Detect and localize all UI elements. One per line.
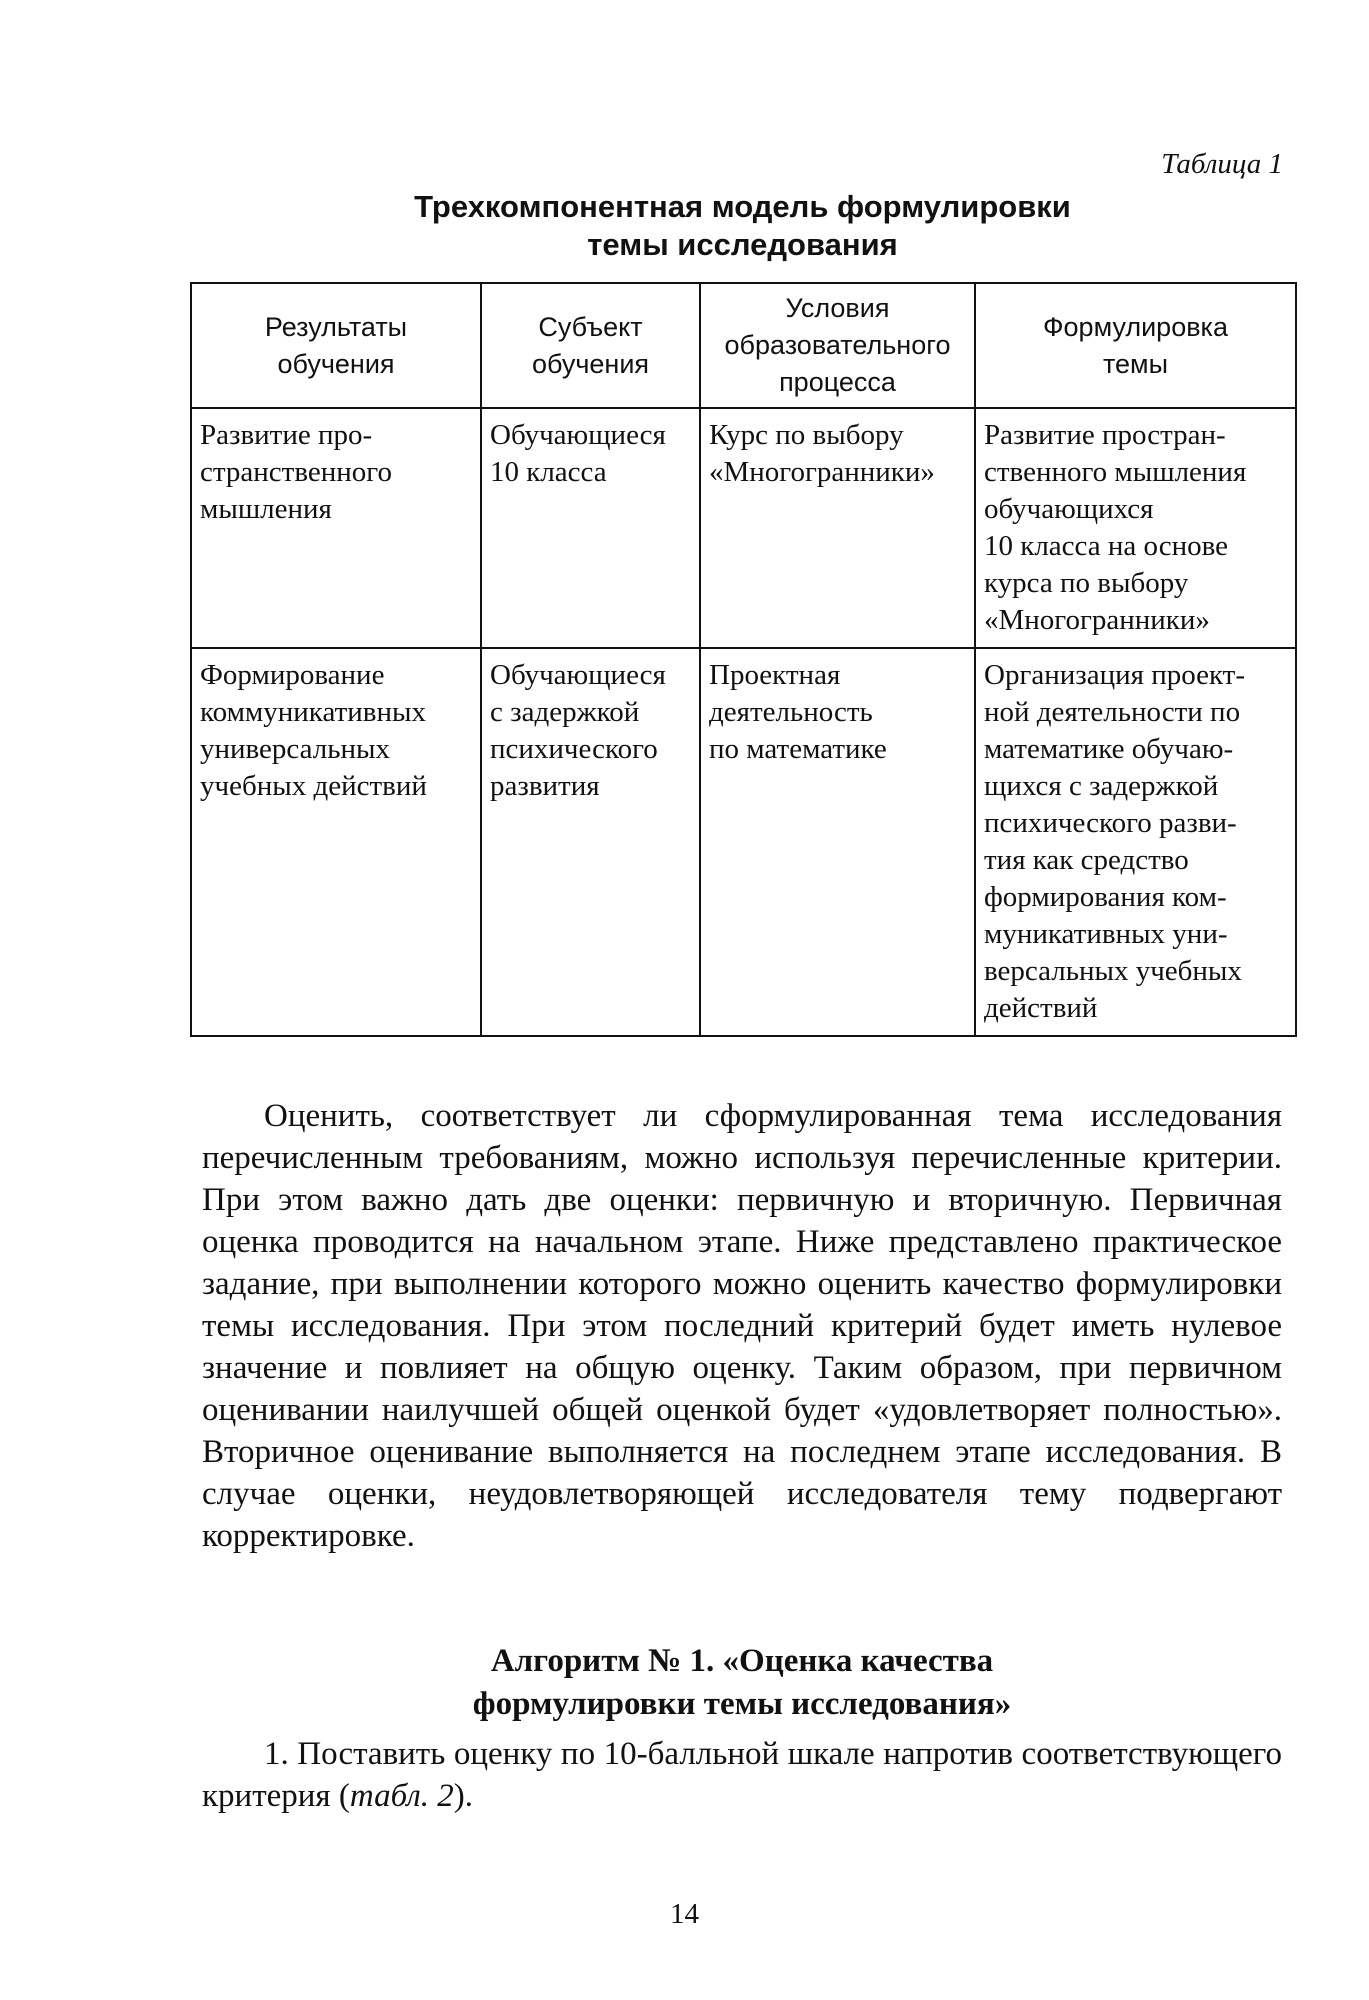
- table-cell: Обучающиеся 10 класса: [481, 408, 700, 648]
- step-text: 1. Поставить оценку по 10-балльной шкале напротив соответствующего критерия (: [202, 1736, 1282, 1814]
- table-reference: табл. 2: [349, 1778, 454, 1814]
- header-learning-results: Результаты обучения: [191, 283, 481, 408]
- table-cell: Развитие про- странственного мышления: [191, 408, 481, 648]
- table-cell: Организация проект- ной деятельности по математике обучаю- щихся с задержкой психического разви- тия как средство формирования ком- муникативных уни- версальных учебных действий: [975, 648, 1296, 1036]
- table-cell: Обучающиеся с задержкой психического развития: [481, 648, 700, 1036]
- step-text-end: ).: [453, 1778, 473, 1814]
- table-cell: Формирование коммуникативных универсальных учебных действий: [191, 648, 481, 1036]
- body-paragraph: Оценить, соответствует ли сформулированная тема исследования перечисленным требованиям, можно используя перечисленные критерии. При этом важно дать две оценки: первичную и вторичную. Первичная оценка проводится на начальном этапе. Ниже представлено практическое задание, при выполнении которого можно оценить качество формулировки темы исследования. При этом последний критерий будет иметь нулевое значение и повлияет на общую оценку. Таким образом, при первичном оценивании наилучшей общей оценкой будет «удовлетворяет полностью». Вторичное оценивание выполняется на последнем этапе исследования. В случае оценки, неудовлетворяющей исследователя тему подвергают корректировке.: [202, 1098, 1282, 1554]
- header-topic-formulation: Формулировка темы: [975, 283, 1296, 408]
- table-title: Трехкомпонентная модель формулировки темы исследования: [414, 189, 1071, 262]
- table-header-row: [191, 283, 1296, 408]
- table-row: [191, 408, 1296, 648]
- table-row: [191, 648, 1296, 1036]
- page-number: 14: [670, 1898, 699, 1930]
- algorithm-title: Алгоритм № 1. «Оценка качества формулировки темы исследования»: [472, 1643, 1012, 1722]
- header-educational-conditions: Условия образовательного процесса: [700, 283, 975, 408]
- table-cell: Курс по выбору «Многогранники»: [700, 408, 975, 648]
- header-learning-subject: Субъект обучения: [481, 283, 700, 408]
- algorithm-step-1: [202, 1733, 1282, 1817]
- table-cell: Развитие простран- ственного мышления обучающихся 10 класса на основе курса по выбору «Многогранники»: [975, 408, 1296, 648]
- table-cell: Проектная деятельность по математике: [700, 648, 975, 1036]
- model-table: [190, 282, 1297, 1037]
- table-label: Таблица 1: [1161, 148, 1283, 180]
